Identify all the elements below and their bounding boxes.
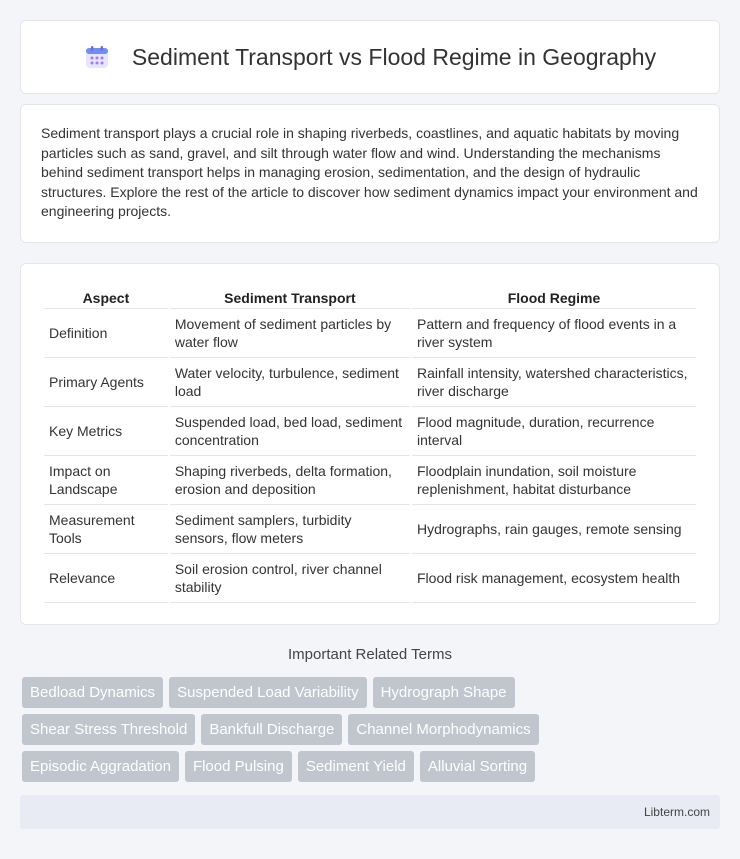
table-cell-flood: Pattern and frequency of flood events in a river system (412, 309, 696, 358)
table-cell-flood: Floodplain inundation, soil moisture replenishment, habitat disturbance (412, 456, 696, 505)
table-cell-flood: Rainfall intensity, watershed characteristics, river discharge (412, 358, 696, 407)
table-cell-sediment: Soil erosion control, river channel stability (170, 554, 410, 603)
table-row (44, 309, 696, 358)
footer-site-link[interactable]: Libterm.com (643, 805, 710, 819)
tag-bedload-dynamics[interactable]: Bedload Dynamics (22, 677, 163, 708)
column-header-aspect: Aspect (44, 285, 168, 309)
table-cell-flood: Hydrographs, rain gauges, remote sensing (412, 505, 696, 554)
table-cell-aspect: Measurement Tools (44, 505, 168, 554)
footer (20, 795, 720, 829)
table-row (44, 358, 696, 407)
tag-bankfull-discharge[interactable]: Bankfull Discharge (201, 714, 342, 745)
column-header-sediment-transport: Sediment Transport (170, 285, 410, 309)
table-cell-sediment: Sediment samplers, turbidity sensors, flow meters (170, 505, 410, 554)
tag-hydrograph-shape[interactable]: Hydrograph Shape (373, 677, 515, 708)
tag-sediment-yield[interactable]: Sediment Yield (298, 751, 414, 782)
table-cell-aspect: Relevance (44, 554, 168, 603)
comparison-table-card (20, 263, 720, 625)
table-cell-sediment: Shaping riverbeds, delta formation, erosion and deposition (170, 456, 410, 505)
table-row (44, 554, 696, 603)
tag-suspended-load-variability[interactable]: Suspended Load Variability (169, 677, 367, 708)
tag-shear-stress-threshold[interactable]: Shear Stress Threshold (22, 714, 195, 745)
table-row (44, 505, 696, 554)
tag-row (22, 677, 722, 708)
intro-card (20, 104, 720, 243)
table-row (44, 407, 696, 456)
column-header-flood-regime: Flood Regime (412, 285, 696, 309)
table-row (44, 456, 696, 505)
page-title: Sediment Transport vs Flood Regime in Geography (131, 43, 657, 70)
tag-episodic-aggradation[interactable]: Episodic Aggradation (22, 751, 179, 782)
calendar-icon (84, 44, 110, 70)
table-cell-sediment: Suspended load, bed load, sediment concentration (170, 407, 410, 456)
related-terms-list (22, 677, 722, 788)
tag-row (22, 751, 722, 782)
table-cell-sediment: Water velocity, turbulence, sediment load (170, 358, 410, 407)
table-cell-aspect: Impact on Landscape (44, 456, 168, 505)
header-card (20, 20, 720, 94)
tag-channel-morphodynamics[interactable]: Channel Morphodynamics (348, 714, 538, 745)
table-cell-aspect: Key Metrics (44, 407, 168, 456)
table-cell-flood: Flood risk management, ecosystem health (412, 554, 696, 603)
tag-row (22, 714, 722, 745)
table-cell-aspect: Primary Agents (44, 358, 168, 407)
intro-text: Sediment transport plays a crucial role in shaping riverbeds, coastlines, and aquatic habitats by moving particles such as sand, gravel, and silt through water flow and wind. Understanding the mechanisms behind sediment transport helps in managing erosion, sedimentation, and the design of hydraulic structures. Explore the rest of the article to discover how sediment dynamics impact your environment and engineering projects. (41, 125, 698, 220)
table-cell-flood: Flood magnitude, duration, recurrence interval (412, 407, 696, 456)
table-cell-sediment: Movement of sediment particles by water flow (170, 309, 410, 358)
comparison-table (42, 285, 698, 603)
tag-flood-pulsing[interactable]: Flood Pulsing (185, 751, 292, 782)
table-cell-aspect: Definition (44, 309, 168, 358)
related-terms-title: Important Related Terms (288, 646, 452, 663)
table-header-row (44, 285, 696, 309)
tag-alluvial-sorting[interactable]: Alluvial Sorting (420, 751, 535, 782)
